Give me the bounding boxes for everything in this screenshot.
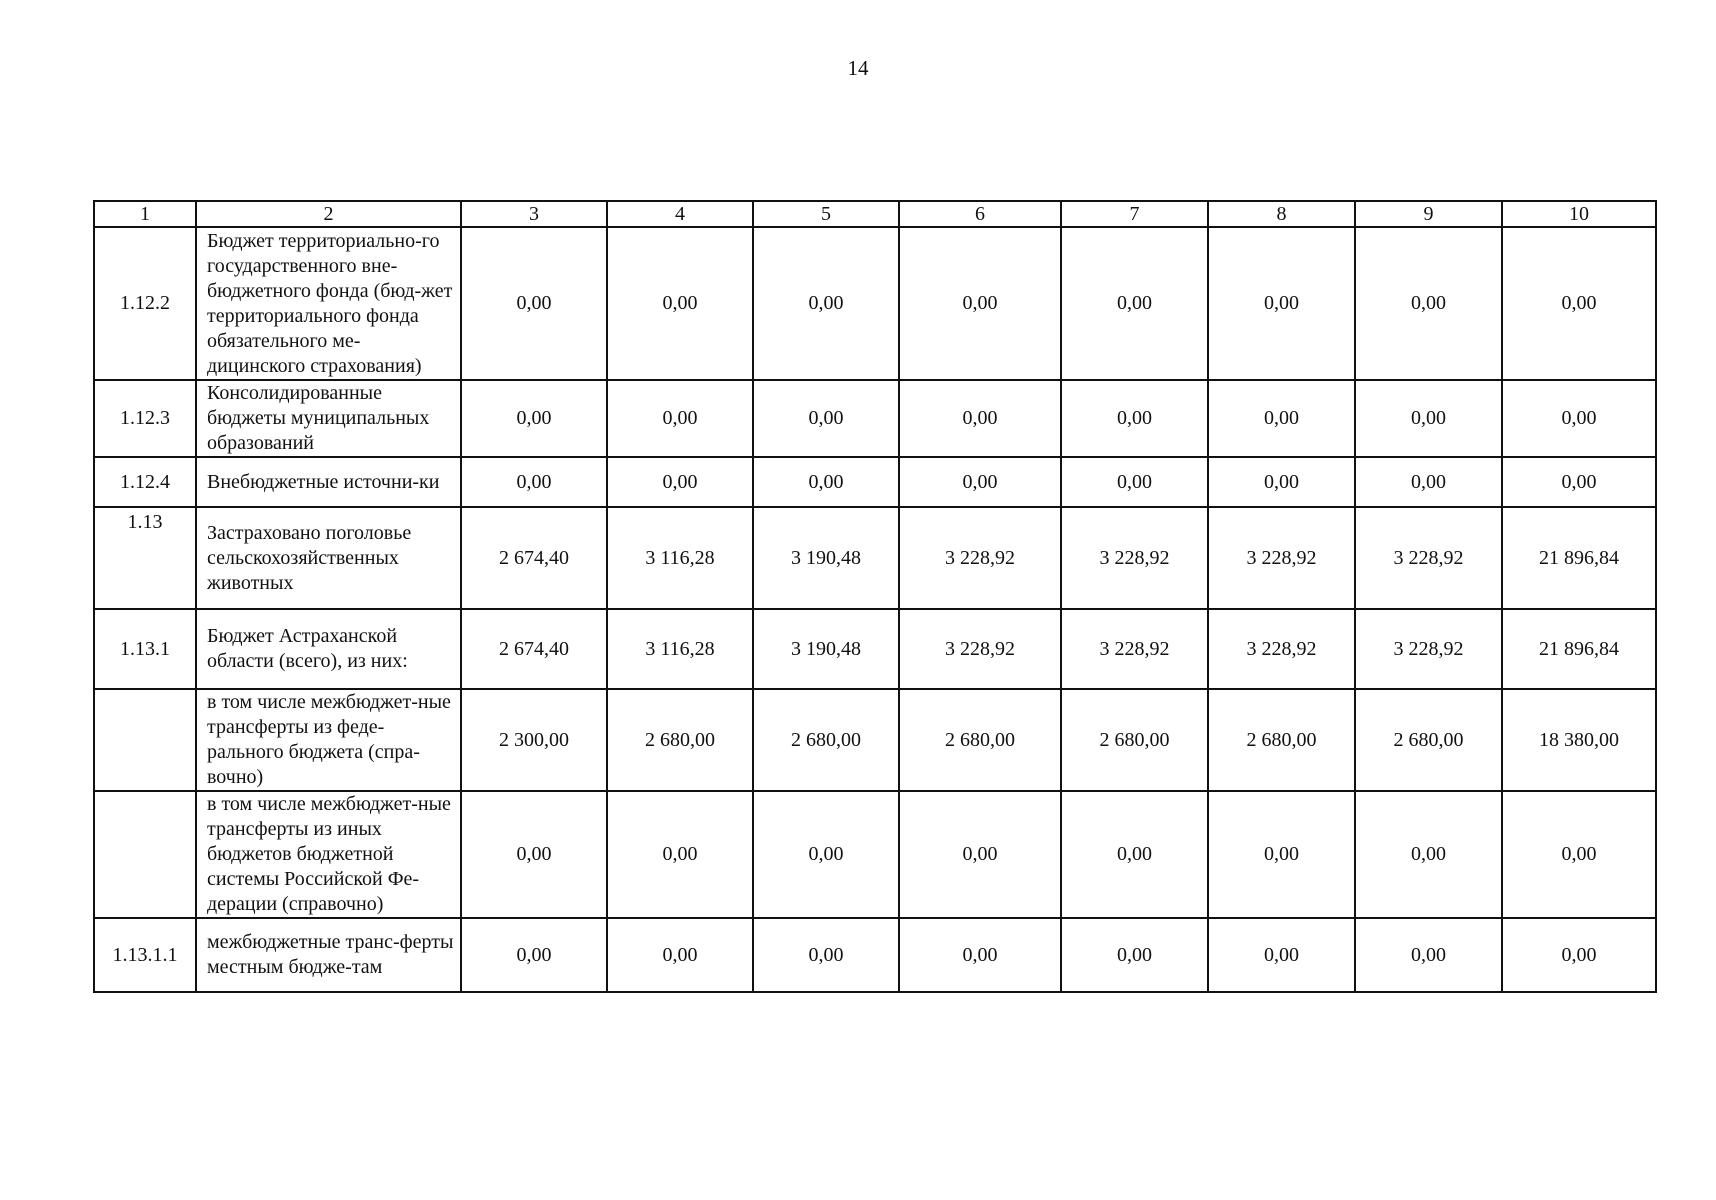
row-value: 0,00 xyxy=(1355,791,1502,918)
row-code: 1.13 xyxy=(94,507,196,609)
table-row xyxy=(94,609,1656,689)
row-value: 0,00 xyxy=(1502,791,1656,918)
column-header: 3 xyxy=(461,201,607,227)
row-value: 0,00 xyxy=(607,918,753,992)
row-value: 3 228,92 xyxy=(1355,609,1502,689)
row-name: межбюджетные транс-ферты местным бюдже-там xyxy=(196,918,461,992)
row-value: 0,00 xyxy=(1502,457,1656,507)
row-value: 0,00 xyxy=(753,457,899,507)
table-row xyxy=(94,918,1656,992)
row-name: в том числе межбюджет-ные трансферты из иных бюджетов бюджетной системы Российской Фе-дерации (справочно) xyxy=(196,791,461,918)
column-header: 9 xyxy=(1355,201,1502,227)
row-value: 2 680,00 xyxy=(899,689,1061,791)
row-value: 2 300,00 xyxy=(461,689,607,791)
row-value: 3 116,28 xyxy=(607,507,753,609)
row-value: 0,00 xyxy=(1061,457,1208,507)
row-value: 3 228,92 xyxy=(1355,507,1502,609)
row-value: 0,00 xyxy=(1061,380,1208,457)
row-name: Застраховано поголовье сельскохозяйственных животных xyxy=(196,507,461,609)
row-value: 3 228,92 xyxy=(1061,609,1208,689)
row-value: 0,00 xyxy=(899,227,1061,380)
row-value: 0,00 xyxy=(753,791,899,918)
data-table xyxy=(93,200,1657,993)
row-value: 2 674,40 xyxy=(461,507,607,609)
row-value: 0,00 xyxy=(607,457,753,507)
table-row xyxy=(94,457,1656,507)
column-header: 6 xyxy=(899,201,1061,227)
row-value: 0,00 xyxy=(753,227,899,380)
table-row xyxy=(94,689,1656,791)
column-header: 4 xyxy=(607,201,753,227)
row-value: 0,00 xyxy=(461,380,607,457)
row-value: 2 680,00 xyxy=(753,689,899,791)
column-header: 1 xyxy=(94,201,196,227)
row-value: 0,00 xyxy=(899,918,1061,992)
table-row xyxy=(94,791,1656,918)
row-name: в том числе межбюджет-ные трансферты из феде-рального бюджета (спра-вочно) xyxy=(196,689,461,791)
row-value: 0,00 xyxy=(1208,918,1355,992)
data-table-container xyxy=(93,200,1655,993)
row-code: 1.13.1 xyxy=(94,609,196,689)
row-code xyxy=(94,791,196,918)
row-value: 0,00 xyxy=(899,457,1061,507)
row-value: 0,00 xyxy=(1355,227,1502,380)
column-header: 8 xyxy=(1208,201,1355,227)
row-value: 3 190,48 xyxy=(753,507,899,609)
row-value: 0,00 xyxy=(1208,380,1355,457)
row-name: Внебюджетные источни-ки xyxy=(196,457,461,507)
row-value: 0,00 xyxy=(753,918,899,992)
column-header: 2 xyxy=(196,201,461,227)
column-header: 10 xyxy=(1502,201,1656,227)
row-value: 21 896,84 xyxy=(1502,609,1656,689)
row-value: 0,00 xyxy=(1355,380,1502,457)
row-value: 0,00 xyxy=(461,227,607,380)
row-code: 1.12.3 xyxy=(94,380,196,457)
column-header: 5 xyxy=(753,201,899,227)
row-value: 0,00 xyxy=(1502,918,1656,992)
row-code: 1.13.1.1 xyxy=(94,918,196,992)
row-value: 0,00 xyxy=(1355,918,1502,992)
table-row xyxy=(94,380,1656,457)
row-value: 0,00 xyxy=(461,457,607,507)
table-row xyxy=(94,507,1656,609)
row-name: Бюджет Астраханской области (всего), из них: xyxy=(196,609,461,689)
row-value: 2 680,00 xyxy=(1208,689,1355,791)
row-code: 1.12.2 xyxy=(94,227,196,380)
row-code xyxy=(94,689,196,791)
row-value: 0,00 xyxy=(1061,918,1208,992)
page-number: 14 xyxy=(847,56,869,80)
row-value: 3 116,28 xyxy=(607,609,753,689)
row-name: Бюджет территориально-го государственного вне-бюджетного фонда (бюд-жет территориального фонда обязательного ме-дицинского страхования) xyxy=(196,227,461,380)
table-header-row xyxy=(94,201,1656,227)
row-value: 2 680,00 xyxy=(607,689,753,791)
row-value: 3 190,48 xyxy=(753,609,899,689)
row-value: 18 380,00 xyxy=(1502,689,1656,791)
row-value: 0,00 xyxy=(1208,791,1355,918)
row-value: 0,00 xyxy=(607,380,753,457)
row-value: 0,00 xyxy=(1061,791,1208,918)
row-value: 0,00 xyxy=(461,918,607,992)
row-value: 0,00 xyxy=(899,791,1061,918)
table-row xyxy=(94,227,1656,380)
row-value: 0,00 xyxy=(461,791,607,918)
row-value: 2 680,00 xyxy=(1355,689,1502,791)
row-value: 3 228,92 xyxy=(1208,609,1355,689)
row-value: 0,00 xyxy=(1208,227,1355,380)
row-value: 0,00 xyxy=(1355,457,1502,507)
row-value: 0,00 xyxy=(1502,227,1656,380)
row-value: 0,00 xyxy=(607,227,753,380)
column-header: 7 xyxy=(1061,201,1208,227)
row-value: 21 896,84 xyxy=(1502,507,1656,609)
row-value: 3 228,92 xyxy=(1208,507,1355,609)
row-value: 0,00 xyxy=(899,380,1061,457)
row-value: 0,00 xyxy=(1502,380,1656,457)
row-value: 0,00 xyxy=(607,791,753,918)
row-value: 2 674,40 xyxy=(461,609,607,689)
row-value: 3 228,92 xyxy=(899,507,1061,609)
row-name: Консолидированные бюджеты муниципальных образований xyxy=(196,380,461,457)
row-value: 0,00 xyxy=(1208,457,1355,507)
row-value: 2 680,00 xyxy=(1061,689,1208,791)
row-value: 3 228,92 xyxy=(899,609,1061,689)
row-code: 1.12.4 xyxy=(94,457,196,507)
row-value: 0,00 xyxy=(753,380,899,457)
row-value: 0,00 xyxy=(1061,227,1208,380)
row-value: 3 228,92 xyxy=(1061,507,1208,609)
